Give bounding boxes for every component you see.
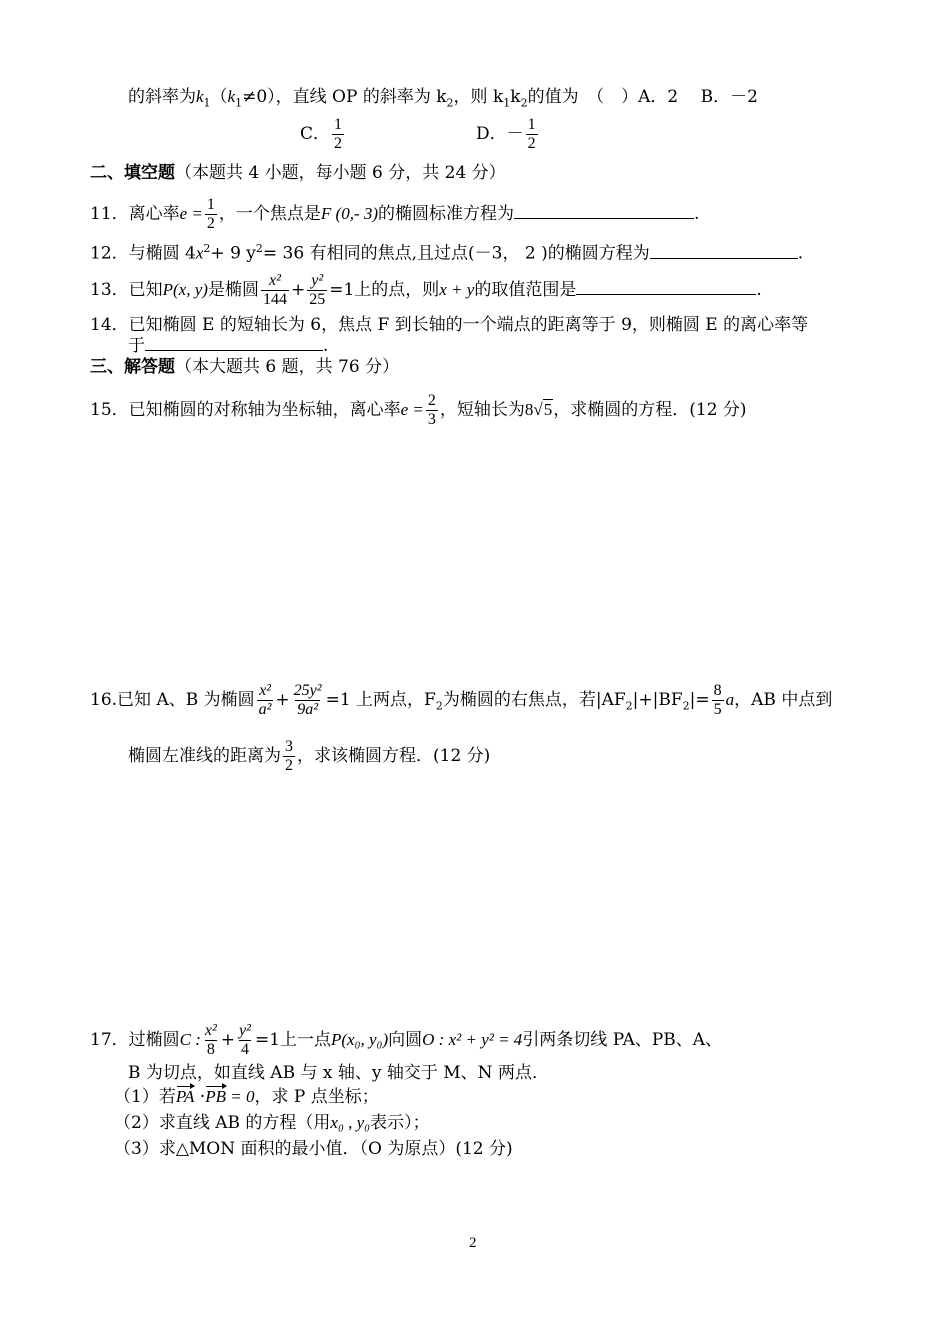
period: . — [756, 280, 762, 300]
frac-num: y² — [311, 272, 324, 289]
vector-pb: PB — [205, 1087, 226, 1106]
period: . — [694, 204, 700, 224]
question-text: |+|BF — [632, 690, 683, 710]
exponent: 2 — [203, 242, 211, 255]
section-note: （本题共 4 小题，每小题 6 分，共 24 分） — [175, 163, 506, 183]
frac-num: 1 — [527, 116, 536, 133]
question-number: 12． — [90, 243, 129, 264]
question-11 — [90, 196, 699, 233]
question-number: 13． — [90, 280, 129, 300]
question-17-part1 — [114, 1086, 379, 1108]
question-17-line1 — [90, 1022, 722, 1059]
question-text: B 为切点，如直线 AB 与 x 轴、y 轴交于 M、N 两点． — [128, 1063, 549, 1083]
question-text: 过椭圆 — [128, 1030, 180, 1050]
q10-paren: （ — [210, 87, 228, 107]
plus-sign: + — [275, 690, 290, 710]
question-15 — [90, 392, 747, 429]
q10-text: 的斜率为 — [128, 87, 196, 107]
ellipse-term-y — [237, 1022, 253, 1059]
question-16-line1 — [90, 682, 832, 719]
eccentricity-symbol: e = — [179, 204, 203, 223]
answer-blank[interactable] — [145, 334, 323, 351]
answer-blank[interactable] — [514, 202, 694, 219]
question-text: = 36 有相同的焦点,且过点(－3， 2 )的椭圆方程为 — [262, 243, 650, 264]
option-c-fraction — [332, 116, 344, 153]
question-text: （3）求△MON 面积的最小值．（O 为原点）(12 分) — [114, 1139, 513, 1159]
section-title: 三、解答题 — [90, 357, 175, 377]
question-text: 离心率 — [128, 204, 180, 224]
question-text: ，求椭圆的方程．(12 分) — [553, 400, 747, 420]
distance-fraction — [283, 738, 295, 775]
frac-den: a² — [258, 701, 272, 718]
frac-num: 1 — [334, 116, 343, 133]
equals-zero: = 0 — [226, 1087, 255, 1106]
question-text: 为椭圆的右焦点，若|AF — [442, 690, 626, 710]
answer-blank[interactable] — [576, 278, 756, 295]
frac-num: 1 — [206, 196, 215, 213]
question-12 — [90, 238, 803, 265]
focus-point: F (0,- 3) — [320, 204, 379, 223]
frac-den: 2 — [285, 757, 293, 774]
q10-line1 — [128, 86, 758, 114]
frac-num: x² — [204, 1022, 217, 1039]
frac-den: 3 — [427, 411, 436, 428]
plus-sign: + — [290, 280, 306, 300]
ellipse-term-x — [261, 272, 289, 309]
subscript: 2 — [435, 699, 443, 713]
page-number-text: 2 — [469, 1235, 477, 1251]
frac-num: 2 — [427, 392, 436, 409]
option-d-label: D．－ — [476, 124, 524, 144]
k2-subscript: 2 — [520, 96, 528, 110]
circle-equation: O : x² + y² = 4 — [422, 1030, 523, 1049]
q10-text: ，则 k — [453, 87, 504, 107]
question-17-line2 — [128, 1062, 549, 1084]
q10-text: ），直线 OP 的斜率为 k — [267, 87, 447, 107]
var-x: x — [195, 243, 204, 263]
question-text: 14．已知椭圆 E 的短轴长为 6，焦点 F 到长轴的一个端点的距离等于 9，则椭圆 E 的离心率等 — [90, 315, 809, 335]
question-text: ，求 P 点坐标； — [254, 1087, 379, 1107]
subscript: 2 — [682, 699, 690, 713]
k1-subscript: 1 — [203, 96, 211, 110]
frac-den: 5 — [713, 701, 722, 718]
question-text: ，一个焦点是 — [218, 204, 321, 224]
question-text: 的取值范围是 — [474, 280, 577, 300]
answer-blank[interactable] — [650, 242, 798, 259]
ellipse-term-y — [292, 682, 324, 719]
plus-sign: + — [220, 1030, 236, 1050]
q10-neq: ≠0 — [242, 87, 268, 107]
question-number: 15． — [90, 400, 129, 420]
question-text: 已知椭圆的对称轴为坐标轴，离心率 — [128, 400, 401, 420]
question-text: 的椭圆标准方程为 — [378, 204, 515, 224]
k1-symbol: k — [227, 87, 236, 106]
point-p: P(x, y) — [162, 280, 208, 299]
question-text: ，AB 中点到 — [734, 690, 833, 710]
question-text: =1 上两点，F — [325, 690, 436, 710]
frac-den: 9a² — [297, 701, 319, 718]
question-text: 向圆 — [388, 1030, 423, 1050]
dot-product: · — [194, 1087, 206, 1107]
question-text: 已知 — [128, 280, 163, 300]
ellipse-name: C : — [179, 1030, 201, 1049]
question-17-part2 — [114, 1112, 430, 1134]
k1-subscript: 1 — [503, 96, 511, 110]
question-text: + 9 y — [210, 243, 256, 264]
frac-den: 2 — [334, 135, 343, 152]
variables: x₀ , y₀ — [330, 1113, 371, 1132]
q10-option-d — [476, 116, 540, 153]
frac-den: 25 — [309, 291, 326, 308]
q10-options-ab: 的值为 （ ）A．2 B．－2 — [527, 87, 758, 107]
k2-symbol: k — [510, 87, 521, 107]
k2-subscript: 2 — [446, 96, 454, 110]
k1-subscript: 1 — [235, 96, 243, 110]
expression: x + y — [439, 280, 475, 299]
period: . — [797, 243, 804, 264]
question-14-line1 — [90, 314, 808, 336]
question-number: 17． — [90, 1030, 129, 1050]
ellipse-term-x — [257, 682, 274, 719]
minor-axis-value: 8√5 — [524, 400, 553, 419]
equals-one: =1 — [329, 280, 355, 300]
point-p: P(x₀, y₀) — [331, 1030, 389, 1049]
distance-fraction — [712, 682, 724, 719]
frac-num: 25y² — [293, 682, 322, 699]
question-text: 椭圆左准线的距离为 — [128, 746, 281, 766]
subscript: 2 — [625, 699, 633, 713]
coefficient: 8 — [524, 400, 534, 419]
radicand: 5 — [543, 400, 553, 419]
eccentricity-symbol: e = — [400, 400, 424, 419]
frac-num: 3 — [285, 738, 293, 755]
q10-options-cd — [300, 116, 346, 153]
frac-num: x² — [259, 682, 271, 699]
vector-pa: PA — [175, 1087, 195, 1106]
frac-den: 144 — [262, 291, 287, 308]
question-text: （1）若 — [114, 1087, 176, 1107]
question-14-line2 — [128, 334, 328, 357]
option-c-label: C． — [300, 124, 331, 144]
question-text: （2）求直线 AB 的方程（用 — [114, 1113, 331, 1133]
eccentricity-fraction — [205, 196, 217, 233]
question-text: 已知 A、B 为椭圆 — [117, 690, 255, 710]
ellipse-term-y — [307, 272, 327, 309]
frac-num: y² — [239, 1022, 251, 1039]
question-number: 11． — [90, 204, 129, 224]
question-text: |= — [689, 690, 710, 710]
ellipse-term-x — [203, 1022, 219, 1059]
frac-den: 2 — [206, 215, 215, 232]
frac-den: 8 — [206, 1041, 215, 1058]
var-a: a — [725, 690, 735, 709]
section-2-heading — [90, 162, 506, 184]
question-text: =1上一点 — [254, 1030, 332, 1050]
question-13 — [90, 272, 762, 309]
question-16-line2 — [128, 738, 490, 775]
option-d-fraction — [526, 116, 538, 153]
frac-den: 2 — [527, 135, 536, 152]
question-text: 于 — [128, 336, 145, 356]
question-17-part3 — [114, 1138, 513, 1160]
question-text: ，短轴长为 — [439, 400, 525, 420]
question-text: ，求该椭圆方程．(12 分) — [297, 746, 491, 766]
frac-num: 8 — [713, 682, 722, 699]
question-text: 表示）； — [370, 1113, 430, 1133]
question-number: 16. — [90, 690, 118, 710]
section-note: （本大题共 6 题，共 76 分） — [175, 357, 400, 377]
k1-symbol: k — [196, 87, 204, 106]
frac-num: x² — [269, 272, 281, 289]
question-text: 上的点，则 — [354, 280, 440, 300]
period: . — [323, 336, 329, 356]
exponent: 2 — [255, 242, 263, 255]
page-number — [469, 1232, 477, 1254]
question-text: 与椭圆 4 — [128, 243, 196, 264]
eccentricity-fraction — [426, 392, 438, 429]
frac-den: 4 — [241, 1041, 249, 1058]
section-3-heading — [90, 356, 399, 378]
question-text: 引两条切线 PA、PB、A、 — [522, 1030, 723, 1050]
section-title: 二、填空题 — [90, 163, 175, 183]
question-text: 是椭圆 — [207, 280, 259, 300]
